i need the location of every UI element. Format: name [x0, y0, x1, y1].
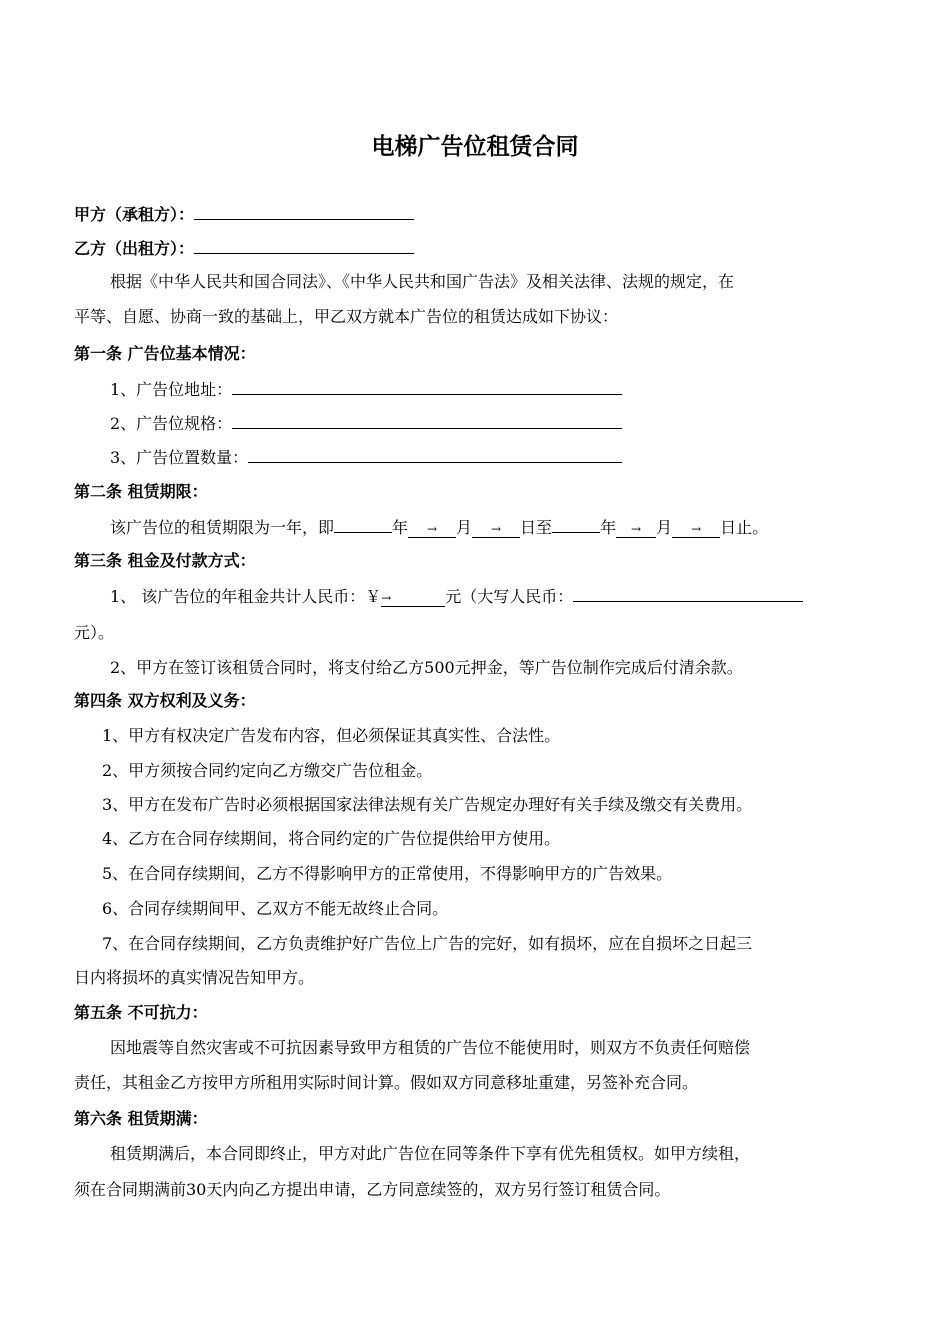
article-6-heading: 第六条 租赁期满： — [74, 1109, 208, 1128]
ad-spec-blank[interactable] — [232, 412, 622, 429]
party-b-blank[interactable] — [194, 237, 414, 254]
rent-amount-blank[interactable] — [381, 590, 445, 607]
month-label: 月 — [456, 518, 473, 537]
arrow-mark: → — [381, 591, 392, 605]
rent-uppercase-blank[interactable] — [573, 585, 803, 602]
article-4-item-2: 2、甲方须按合同约定向乙方缴交广告位租金。 — [102, 761, 433, 780]
ad-quantity-blank[interactable] — [248, 446, 622, 463]
end-month-blank[interactable] — [616, 521, 656, 538]
party-a-blank[interactable] — [194, 203, 414, 220]
article-1-heading: 第一条 广告位基本情况： — [74, 344, 256, 363]
start-month-blank[interactable] — [408, 521, 456, 538]
party-b-label: 乙方（出租方）： — [74, 239, 195, 258]
rent-amount-line — [110, 585, 803, 608]
article-4-item-3: 3、甲方在发布广告时必须根据国家法律法规有关广告规定办理好有关手续及缴交有关费用。 — [102, 795, 753, 814]
article-5-line-1: 因地震等自然灾害或不可抗因素导致甲方租赁的广告位不能使用时，则双方不负责任何赔偿 — [110, 1038, 751, 1057]
document-title: 电梯广告位租赁合同 — [371, 134, 579, 160]
article-4-item-4: 4、乙方在合同存续期间，将合同约定的广告位提供给甲方使用。 — [102, 829, 561, 848]
article-6-line-2: 须在合同期满前30天内向乙方提出申请，乙方同意续签的，双方另行签订租赁合同。 — [74, 1180, 671, 1199]
lease-term-text: 该广告位的租赁期限为一年，即 — [110, 518, 335, 537]
ad-spec-label: 2、广告位规格： — [110, 414, 233, 433]
rent-amount-text: 1、 该广告位的年租金共计人民币：￥ — [110, 587, 382, 606]
article-4-item-7-cont: 日内将损坏的真实情况告知甲方。 — [74, 968, 315, 987]
year-label: 年 — [392, 518, 409, 537]
month-label: 月 — [656, 518, 673, 537]
party-b-line — [74, 237, 414, 260]
day-to-label: 日至 — [520, 518, 553, 537]
preamble-line-1: 根据《中华人民共和国合同法》、《中华人民共和国广告法》及相关法律、法规的规定，在 — [110, 272, 735, 291]
article-3-heading: 第三条 租金及付款方式： — [74, 551, 256, 570]
article-4-item-1: 1、甲方有权决定广告发布内容，但必须保证其真实性、合法性。 — [102, 726, 561, 745]
article-6-line-1: 租赁期满后，本合同即终止，甲方对此广告位在同等条件下享有优先租赁权。如甲方续租， — [110, 1144, 751, 1163]
rent-uppercase-text: 元（大写人民币： — [445, 587, 574, 606]
article-1-item-2 — [110, 412, 622, 435]
ad-address-label: 1、广告位地址： — [110, 380, 233, 399]
preamble-line-2: 平等、自愿、协商一致的基础上，甲乙双方就本广告位的租赁达成如下协议： — [74, 307, 619, 326]
start-year-blank[interactable] — [334, 516, 392, 533]
party-a-label: 甲方（承租方）： — [74, 205, 195, 224]
end-day-blank[interactable] — [672, 521, 720, 538]
arrow-mark: → — [491, 522, 502, 536]
lease-term-line — [110, 516, 768, 539]
article-1-item-3 — [110, 446, 622, 469]
deposit-line: 2、甲方在签订该租赁合同时，将支付给乙方500元押金，等广告位制作完成后付清余款。 — [110, 658, 743, 677]
article-4-item-7: 7、在合同存续期间，乙方负责维护好广告位上广告的完好，如有损坏，应在自损坏之日起三 — [102, 934, 753, 953]
article-4-item-6: 6、合同存续期间甲、乙双方不能无故终止合同。 — [102, 899, 449, 918]
ad-quantity-label: 3、广告位置数量： — [110, 448, 249, 467]
ad-address-blank[interactable] — [232, 378, 622, 395]
article-5-line-2: 责任，其租金乙方按甲方所租用实际时间计算。假如双方同意移址重建，另签补充合同。 — [74, 1073, 699, 1092]
year-label: 年 — [600, 518, 617, 537]
start-day-blank[interactable] — [472, 521, 520, 538]
article-4-item-5: 5、在合同存续期间，乙方不得影响甲方的正常使用，不得影响甲方的广告效果。 — [102, 864, 673, 883]
article-1-item-1 — [110, 378, 622, 401]
rent-amount-line-cont: 元）。 — [74, 623, 115, 642]
party-a-line — [74, 203, 414, 226]
day-end-label: 日止。 — [720, 518, 769, 537]
arrow-mark: → — [631, 522, 642, 536]
article-2-heading: 第二条 租赁期限： — [74, 482, 208, 501]
end-year-blank[interactable] — [552, 516, 600, 533]
arrow-mark: → — [691, 522, 702, 536]
article-4-heading: 第四条 双方权利及义务： — [74, 691, 256, 710]
article-5-heading: 第五条 不可抗力： — [74, 1003, 208, 1022]
arrow-mark: → — [427, 522, 438, 536]
